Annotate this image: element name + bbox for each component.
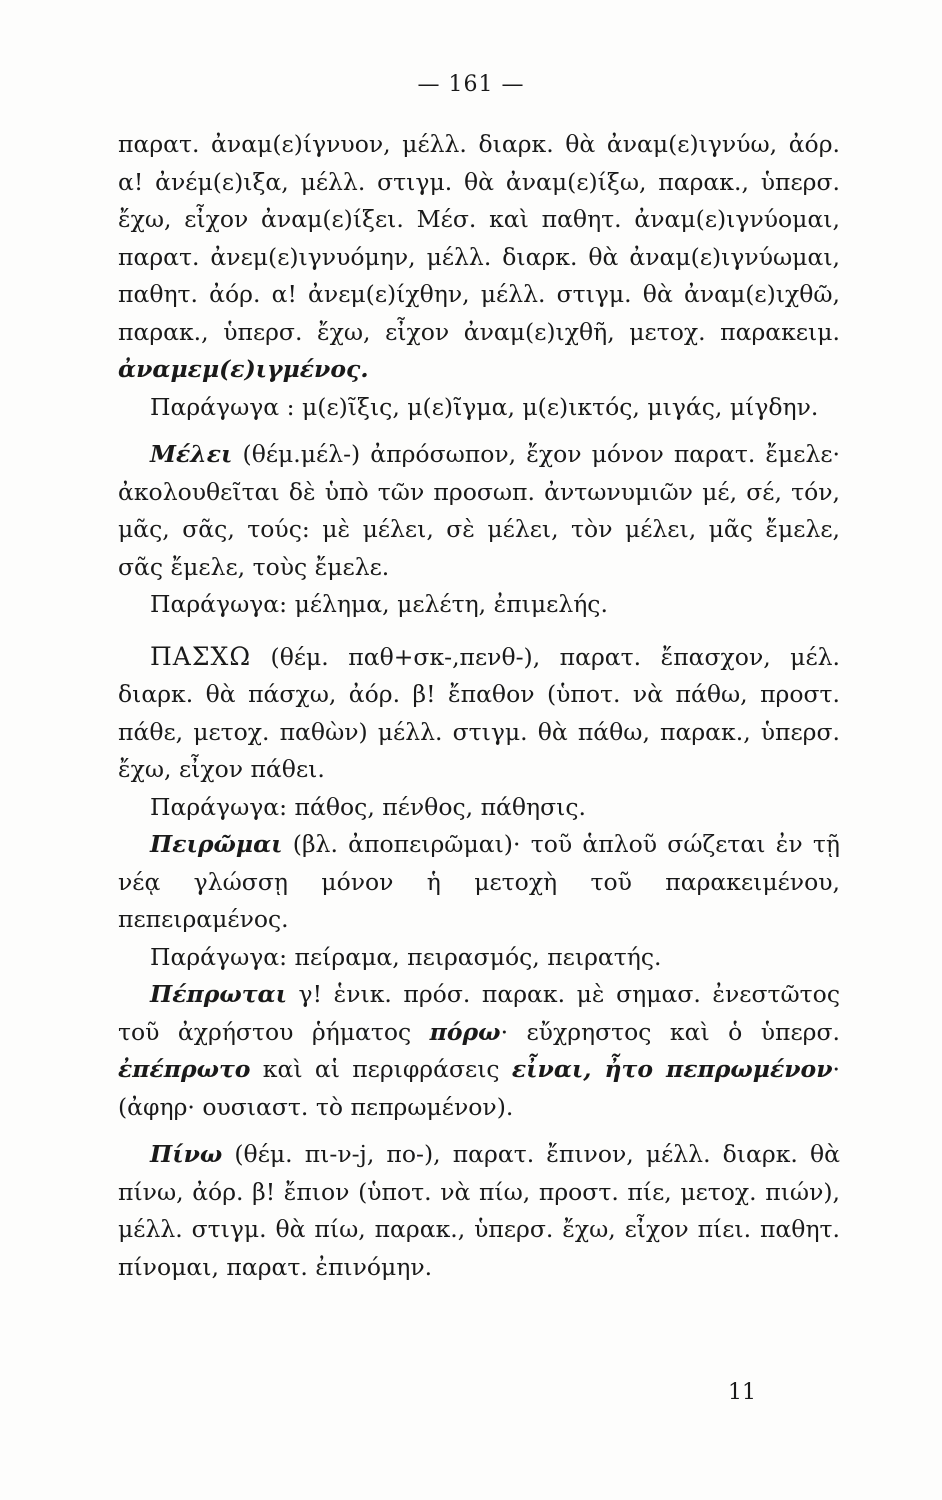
- paragraph: [118, 126, 840, 389]
- page-number: — 161 —: [417, 72, 525, 97]
- lemma-headword: Πέπρωται: [150, 980, 287, 1008]
- emphasized-text: ἀναμεμ(ε)ιγμένος.: [118, 355, 369, 383]
- text-run: καὶ αἱ περιφράσεις: [250, 1055, 512, 1083]
- text-run: Παράγωγα:: [150, 590, 295, 618]
- paragraph: [118, 939, 840, 977]
- signature-mark: 11: [728, 1380, 756, 1405]
- text-run: (θέμ.μέλ-) ἀπρόσωπον, ἔχον μόνον παρατ. ἔμελε· ἀκολουθεῖται δὲ ὑπὸ τῶν προσωπ. ἀντωνυμιῶν μέ, σέ, τόν, μᾶς, σᾶς, τούς: μὲ μέλει, σὲ μέλει, τὸν μέλει, μᾶς ἔμελε, σᾶς ἔμελε, τοὺς ἔμελε.: [118, 440, 840, 581]
- lemma-headword-caps: ΠΑΣΧΩ: [150, 641, 252, 671]
- text-run: (θέμ. πι-ν-j, πο-), παρατ. ἔπινον, μέλλ. διαρκ. θὰ πίνω, ἀόρ. β! ἔπιον (ὑποτ. νὰ πίω, προστ. πίε, μετοχ. πιών), μέλλ. στιγμ. θὰ πίω, παρακ., ὑπερσ. ἔχω, εἶχον πίει. παθητ. πίνομαι, παρατ. ἐπινόμην.: [118, 1140, 840, 1281]
- text-run: Παράγωγα : μ(ε)ῖξις, μ(ε)ῖγμα, μ(ε)ικτός, μιγάς, μίγδην.: [150, 392, 819, 421]
- paragraph: [118, 586, 840, 624]
- text-run: (θέμ. παθ+σκ-,πενθ-), παρατ. ἔπασχον, μέλ. διαρκ. θὰ πάσχω, ἀόρ. β! ἔπαθον (ὑποτ. νὰ πάθω, προστ. πάθε, μετοχ. παθὼν) μέλλ. στιγμ. θὰ πάθω, παρακ., ὑπερσ. ἔχω, εἶχον πάθει.: [118, 642, 840, 783]
- text-run: γ! ἑνικ. πρόσ. παρακ. μὲ σημασ. ἐνεστῶτος τοῦ ἀχρήστου ῥήματος: [118, 980, 840, 1046]
- lemma-headword: Πειρῶμαι: [150, 830, 283, 858]
- emphasized-text: πόρω: [429, 1017, 501, 1046]
- emphasized-text: εἶναι, ἦτο πεπρωμένον: [511, 1055, 833, 1083]
- lemma-headword: Μέλει: [150, 440, 233, 468]
- text-run: ἐπιμελής.: [486, 590, 608, 618]
- paragraph: [118, 638, 840, 789]
- text-run: Παράγωγα: πάθος, πένθος, πάθησις.: [150, 792, 587, 821]
- paragraph: [118, 389, 840, 427]
- lemma-headword: Πίνω: [150, 1140, 223, 1168]
- text-run: · εὔχρηστος καὶ ὁ ὑπερσ.: [500, 1017, 840, 1046]
- text-run: Παράγωγα: πείραμα, πειρασμός, πειρατής.: [150, 942, 662, 971]
- emphasized-text: ἐπέπρωτο: [118, 1055, 251, 1083]
- text-run: μέλημα, μελέτη,: [294, 590, 487, 618]
- paragraph: [118, 976, 840, 1126]
- body-text: [118, 126, 840, 1286]
- text-run: παρατ. ἀναμ(ε)ίγνυον, μέλλ. διαρκ. θὰ ἀναμ(ε)ιγνύω, ἀόρ. α! ἀνέμ(ε)ιξα, μέλλ. στιγμ. θὰ ἀναμ(ε)ίξω, παρακ., ὑπερσ. ἔχω, εἶχον ἀναμ(ε)ίξει. Μέσ. καὶ παθητ. ἀναμ(ε)ιγνύομαι, παρατ. ἀνεμ(ε)ιγνυόμην, μέλλ. διαρκ. θὰ ἀναμ(ε)ιγνύωμαι, παθητ. ἀόρ. α! ἀνεμ(ε)ίχθην, μέλλ. στιγμ. θὰ ἀναμ(ε)ιχθῶ, παρακ., ὑπερσ. ἔχω, εἶχον ἀναμ(ε)ιχθῆ, μετοχ. παρακειμ.: [118, 130, 840, 346]
- paragraph: [118, 436, 840, 586]
- paragraph: [118, 826, 840, 939]
- paragraph: [118, 789, 840, 827]
- text-run: (βλ. ἀποπειρῶμαι)· τοῦ ἁπλοῦ σώζεται ἐν τῇ νέᾳ γλώσσῃ μόνον ἡ μετοχὴ τοῦ παρακειμένου, πεπειραμένος.: [118, 830, 840, 933]
- text-run: · (ἀφηρ· ουσιαστ. τὸ πεπρωμένον).: [118, 1055, 840, 1121]
- paragraph: [118, 1136, 840, 1286]
